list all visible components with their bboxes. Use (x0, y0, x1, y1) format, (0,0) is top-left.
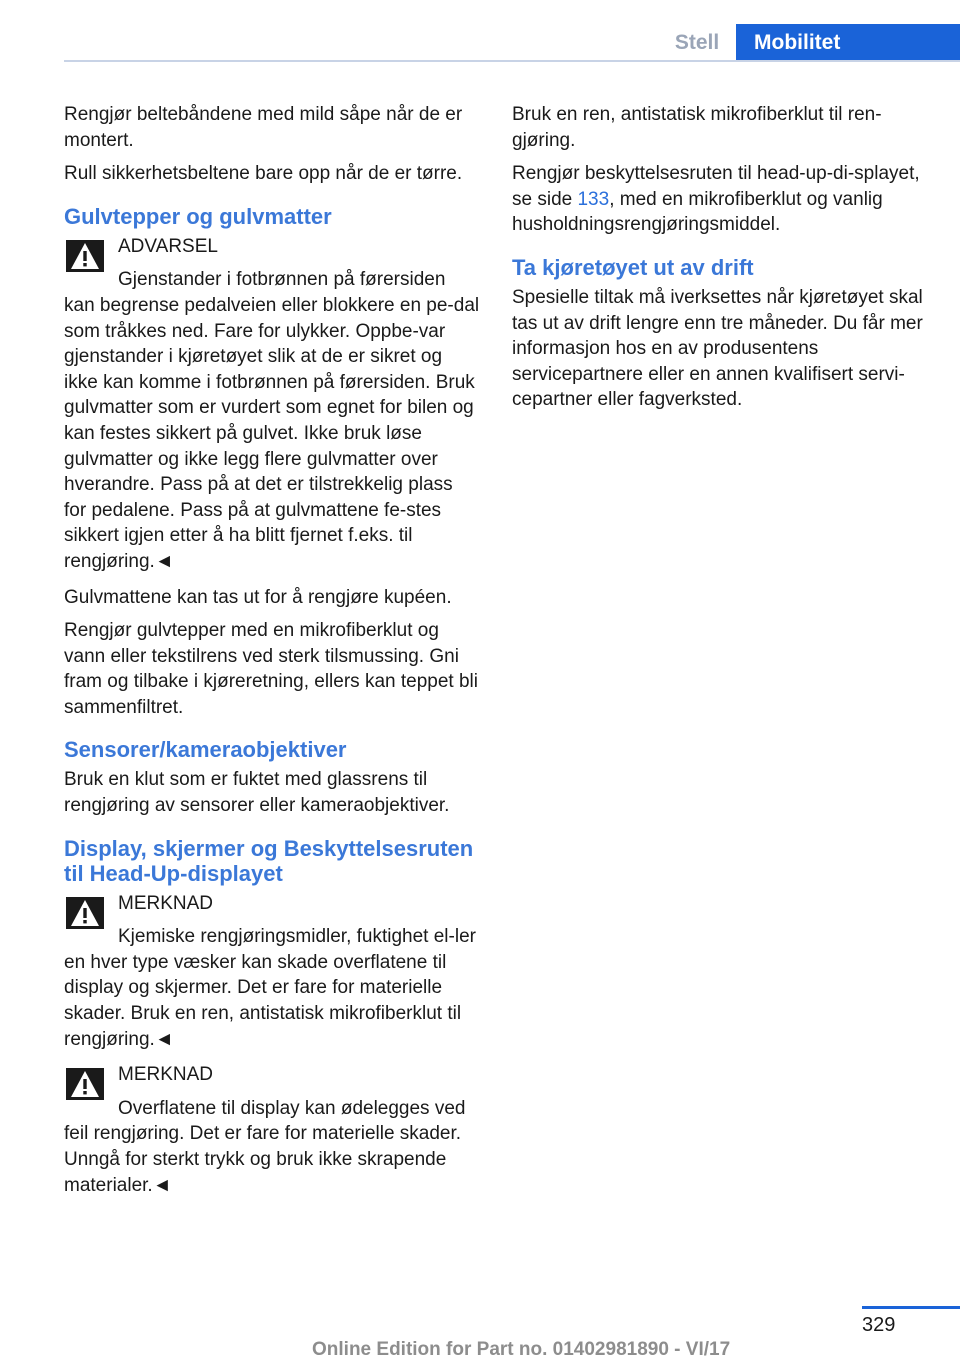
edition-line: Online Edition for Part no. 01402981890 - VI/17 (312, 1339, 731, 1360)
paragraph-sensor-clean: Bruk en klut som er fuktet med glassrens til rengjøring av sensorer eller kameraobjektiver. (64, 769, 450, 817)
right-column (512, 102, 928, 421)
paragraph-belt-dry: Rull sikkerhetsbeltene bare opp når de er tørre. (64, 163, 463, 185)
hud-text-after: , med en mikrofiberklut og vanlig husholdningsrengjøringsmiddel. (512, 188, 883, 236)
tab-stell[interactable]: Stell (674, 31, 720, 54)
heading-gulvtepper: Gulvtepper og gulvmatter (64, 203, 332, 229)
page-link-133[interactable]: 133 (577, 188, 610, 210)
left-column (64, 102, 480, 1208)
page-number: 329 (862, 1314, 896, 1336)
notice-label: MERKNAD (118, 892, 214, 914)
notice-block-1 (64, 891, 480, 1053)
warning-triangle-icon (66, 1068, 104, 1100)
footer-rule (862, 1306, 960, 1309)
notice-text: Kjemiske rengjøringsmidler, fuktighet el‐ler en hver type væsker kan skade overflatene til display og skjermer. Det er fare for materielle skader. Bruk en ren, antistatisk mikrofiberklut til rengjøring.◄ (64, 926, 476, 1050)
warning-text: Gjenstander i fotbrønnen på førersiden kan begrense pedalveien eller blokkere en pe‐dal som tråkkes ned. Fare for ulykker. Oppbe‐var gjenstander i kjøretøyet slik at de er sikret og ikke kan komme i fotbrønnen på førersiden. Bruk gulvmatter som er vurdert som egnet for bilen og kan festes sikkert på gulvet. Ikke bruk løse gulvmatter og ikke legg flere gulvmatter over hverandre. Pass på at det er tilstrekkelig plass for pedalene. Pass på at gulvmattene fe‐stes sikkert igjen etter å ha blitt fjernet f.eks. til rengjøring.◄ (64, 269, 480, 572)
tab-mobilitet[interactable]: Mobilitet (736, 24, 960, 62)
heading-ut-av-drift: Ta kjøretøyet ut av drift (512, 254, 754, 280)
paragraph-decommission: Spesielle tiltak må iverksettes når kjøretøyet skal tas ut av drift lengre enn tre måneder. Du får mer informasjon hos en av produsentens servicepartnere eller en annen kvalifisert servi‐cepartner eller fagverksted. (512, 286, 923, 411)
hud-text-before: Rengjør beskyttelsesruten til head-up-di‐splayet, se side (512, 163, 920, 210)
paragraph-carpet-clean: Rengjør gulvtepper med en mikrofiberklut og vann eller tekstilrens ved sterk tilsmussing. Gni fram og tilbake i kjøreretning, ellers kan teppet bli sammenfiltret. (64, 620, 478, 718)
paragraph-belt-clean: Rengjør beltebåndene med mild såpe når de er montert. (64, 104, 463, 151)
warning-block-advarsel (64, 234, 480, 575)
notice-block-2 (64, 1062, 480, 1198)
warning-triangle-icon (66, 897, 104, 929)
notice-text: Overflatene til display kan ødelegges ved feil rengjøring. Det er fare for materielle skader. Unngå for sterkt trykk og bruk ikke skrapende materialer.◄ (64, 1097, 466, 1196)
heading-display: Display, skjermer og Beskyttelsesruten til Head-Up-displayet (64, 835, 474, 886)
notice-label: MERKNAD (118, 1064, 214, 1086)
warning-label: ADVARSEL (118, 235, 218, 257)
warning-triangle-icon (66, 240, 104, 272)
header-rule (64, 60, 960, 62)
paragraph-hud-clean (512, 161, 928, 238)
paragraph-microfiber: Bruk en ren, antistatisk mikrofiberklut til ren‐gjøring. (512, 104, 882, 151)
heading-sensorer: Sensorer/kameraobjektiver (64, 737, 347, 763)
paragraph-mats-removable: Gulvmattene kan tas ut for å rengjøre kupéen. (64, 586, 452, 608)
